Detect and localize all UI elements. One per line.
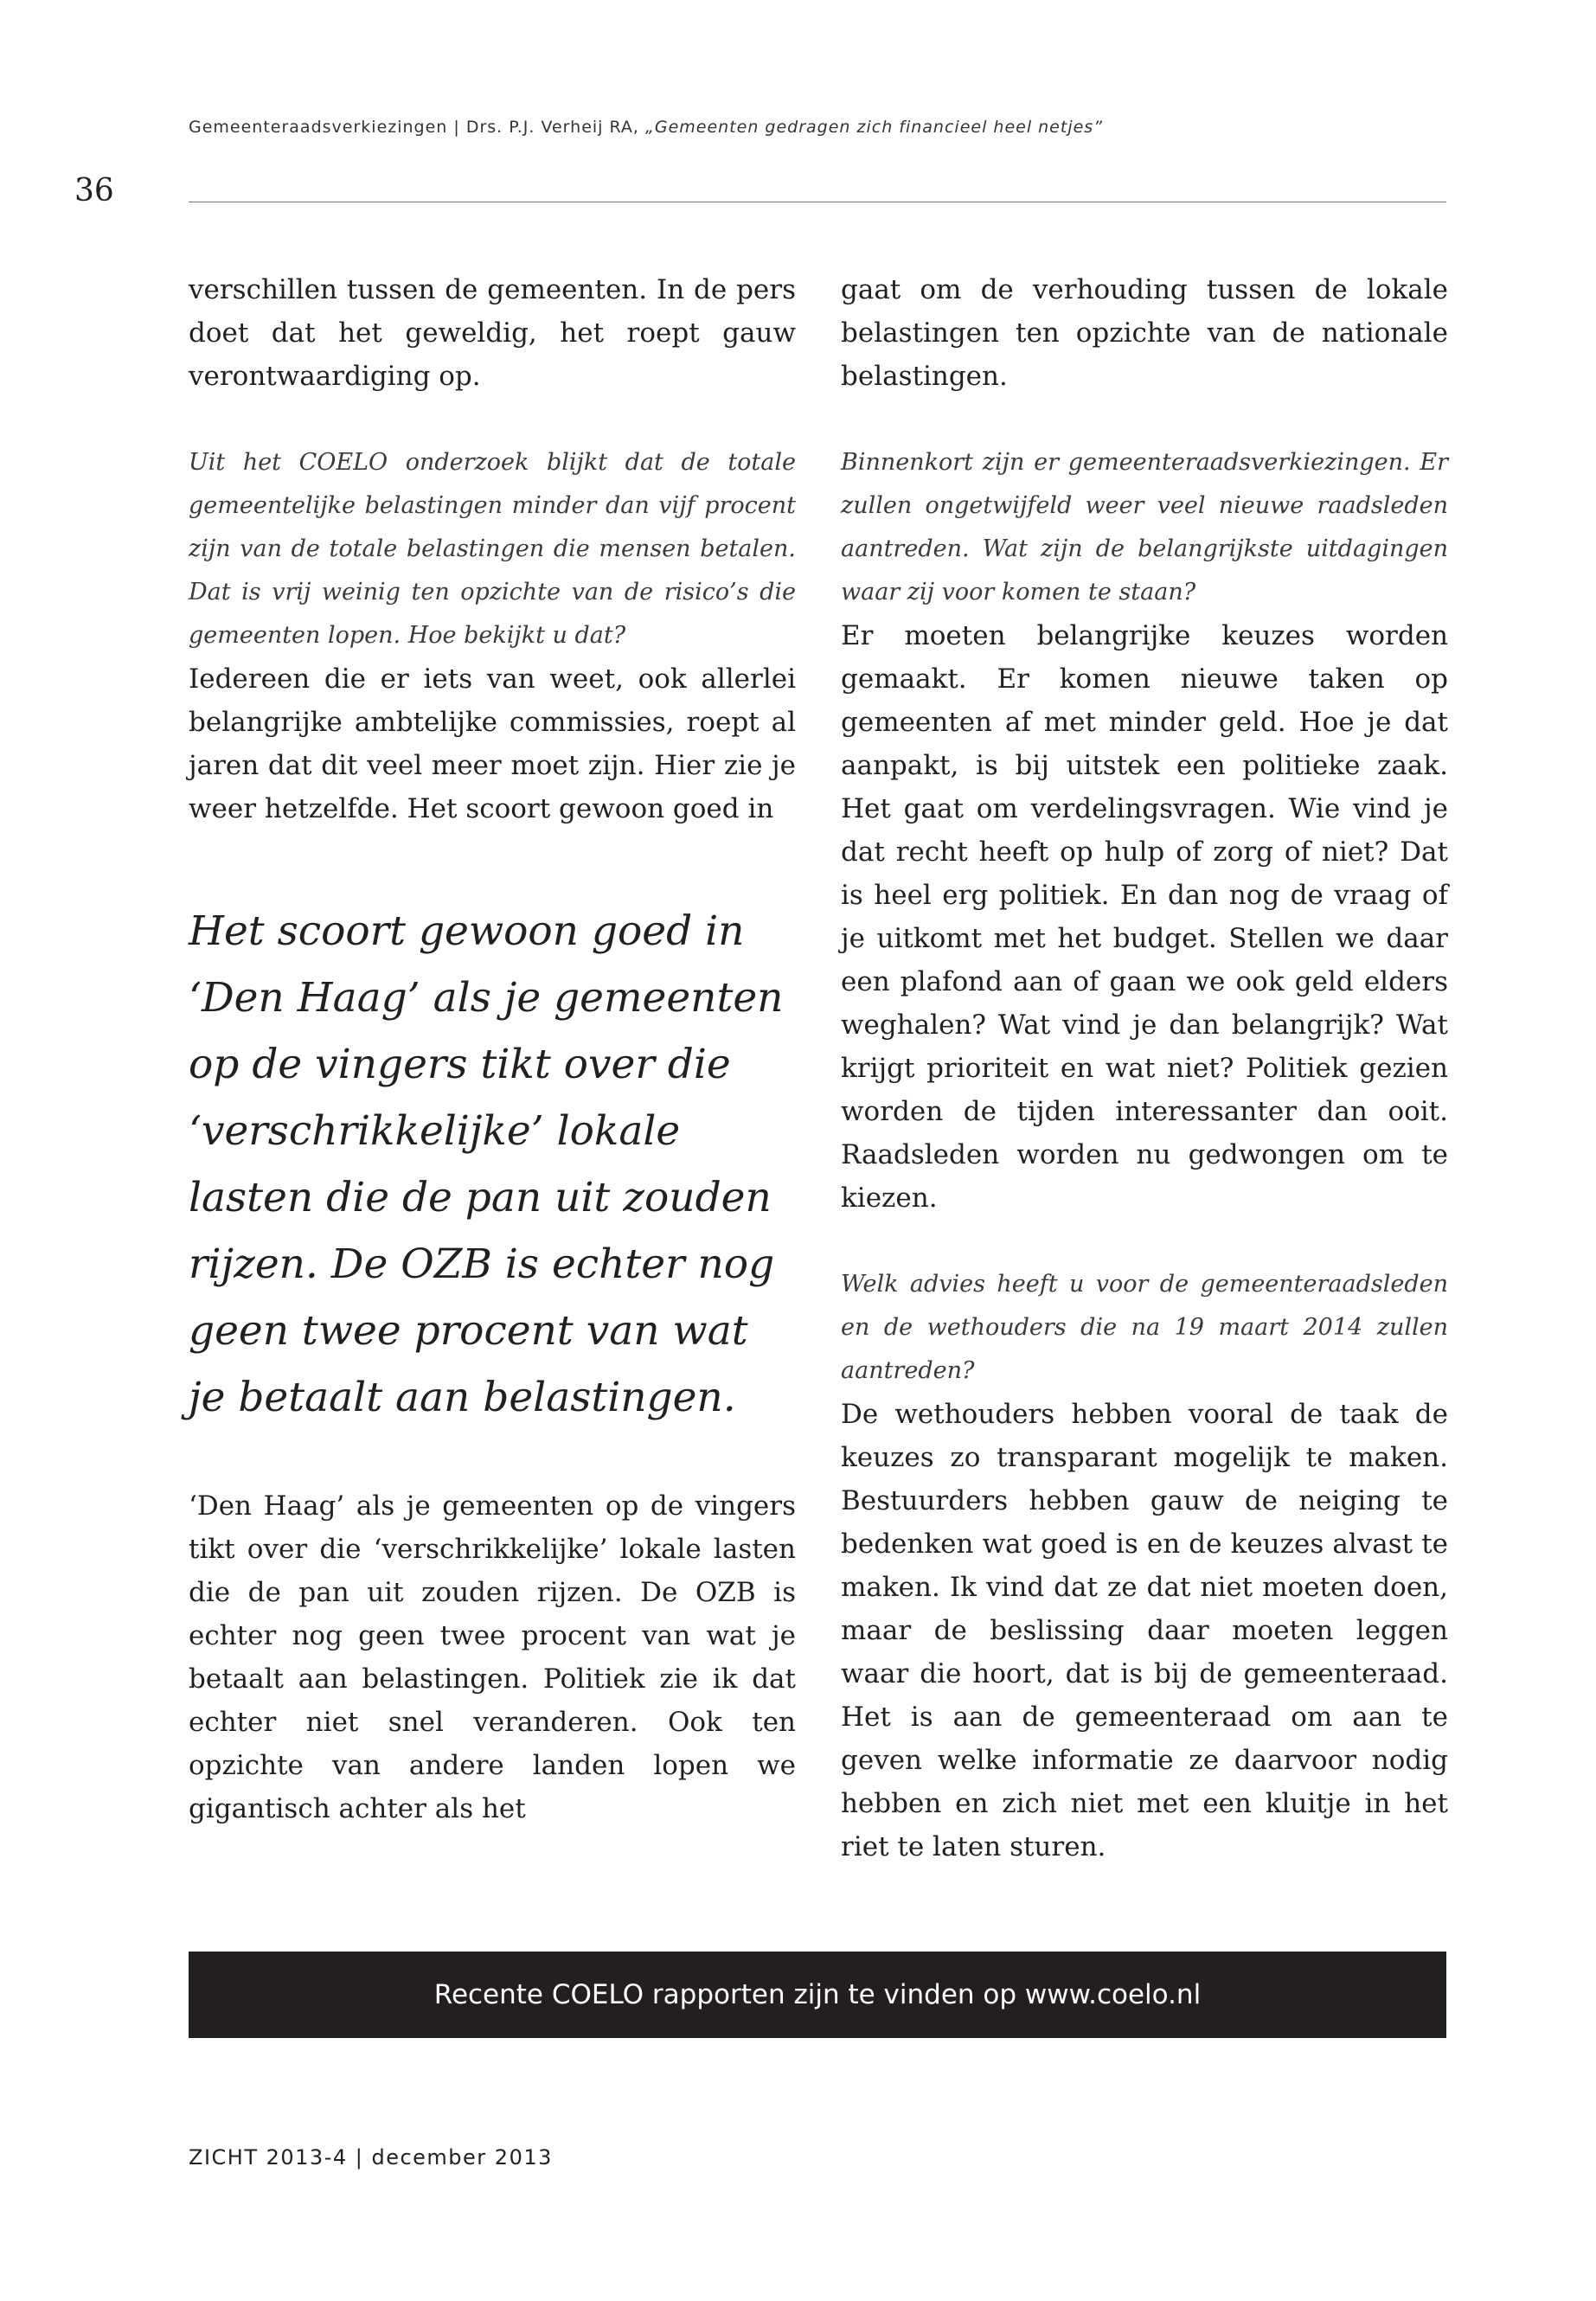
spacer [841,398,1448,441]
running-head-prefix: Gemeenteraadsverkiezingen | Drs. P.J. Verheij RA, [189,118,645,137]
running-head-title: „Gemeenten gedragen zich financieel heel netjes” [645,118,1104,137]
left-column [189,268,796,1830]
spacer [189,1431,796,1484]
right-column [841,268,1448,1868]
right-paragraph-1: gaat om de verhouding tussen de lokale belastingen ten opzichte van de nationale belastingen. [841,274,1448,392]
running-head [189,118,1103,137]
footer-issue: ZICHT 2013-4 | december 2013 [189,2145,553,2170]
pull-quote: Het scoort gewoon goed in ‘Den Haag’ als je gemeenten op de vingers tikt over die ‘verschrikkelijke’ lokale lasten die de pan uit zouden rijzen. De OZB is echter nog geen twee procent van wat je betaalt aan belastingen. [189,907,784,1421]
left-paragraph-2: Iedereen die er iets van weet, ook allerlei belangrijke ambtelijke commissies, roept al jaren dat dit veel meer moet zijn. Hier zie je weer hetzelfde. Het scoort gewoon goed in [189,663,796,824]
left-paragraph-3: ‘Den Haag’ als je gemeenten op de vingers tikt over die ‘verschrikkelijke’ lokale lasten die de pan uit zouden rijzen. De OZB is echter nog geen twee procent van wat je betaalt aan belastingen. Politiek zie ik dat echter niet snel veranderen. Ook ten opzichte van andere landen lopen we gigantisch achter als het [189,1490,796,1824]
page-number: 36 [74,173,114,208]
interview-question-3: Welk advies heeft u voor de gemeenteraadsleden en de wethouders die na 19 maart 2014 zullen aantreden? [841,1271,1448,1384]
interview-question-2: Binnenkort zijn er gemeenteraadsverkiezingen. Er zullen ongetwijfeld weer veel nieuwe raadsleden aantreden. Wat zijn de belangrijkste uitdagingen waar zij voor komen te staan? [841,449,1448,606]
spacer [189,830,796,898]
right-paragraph-3: De wethouders hebben vooral de taak de keuzes zo transparant mogelijk te maken. Bestuurders hebben gauw de neiging te bedenken wat goed is en de keuzes alvast te maken. Ik vind dat ze dat niet moeten doen, maar de beslissing daar moeten leggen waar die hoort, dat is bij de gemeenteraad. Het is aan de gemeenteraad om aan te geven welke informatie ze daarvoor nodig hebben en zich niet met een kluitje in het riet te laten sturen. [841,1399,1448,1862]
spacer [841,1220,1448,1263]
right-paragraph-2: Er moeten belangrijke keuzes worden gemaakt. Er komen nieuwe taken op gemeenten af met minder geld. Hoe je dat aanpakt, is bij uitstek een politieke zaak. Het gaat om verdelingsvragen. Wie vind je dat recht heeft op hulp of zorg of niet? Dat is heel erg politiek. En dan nog de vraag of je uitkomt met het budget. Stellen we daar een plafond aan of gaan we ook geld elders weghalen? Wat vind je dan belangrijk? Wat krijgt prioriteit en wat niet? Politiek gezien worden de tijden interessanter dan ooit. Raadsleden worden nu gedwongen om te kiezen. [841,620,1448,1214]
banner-text: Recente COELO rapporten zijn te vinden op www.coelo.nl [433,1979,1202,2010]
interview-question-1: Uit het COELO onderzoek blijkt dat de totale gemeentelijke belastingen minder dan vijf procent zijn van de totale belastingen die mensen betalen. Dat is vrij weinig ten opzichte van de risico’s die gemeenten lopen. Hoe bekijkt u dat? [189,449,796,649]
left-paragraph-1: verschillen tussen de gemeenten. In de pers doet dat het geweldig, het roept gauw verontwaardiging op. [189,274,796,392]
coelo-banner [189,1952,1446,2038]
spacer [189,398,796,441]
